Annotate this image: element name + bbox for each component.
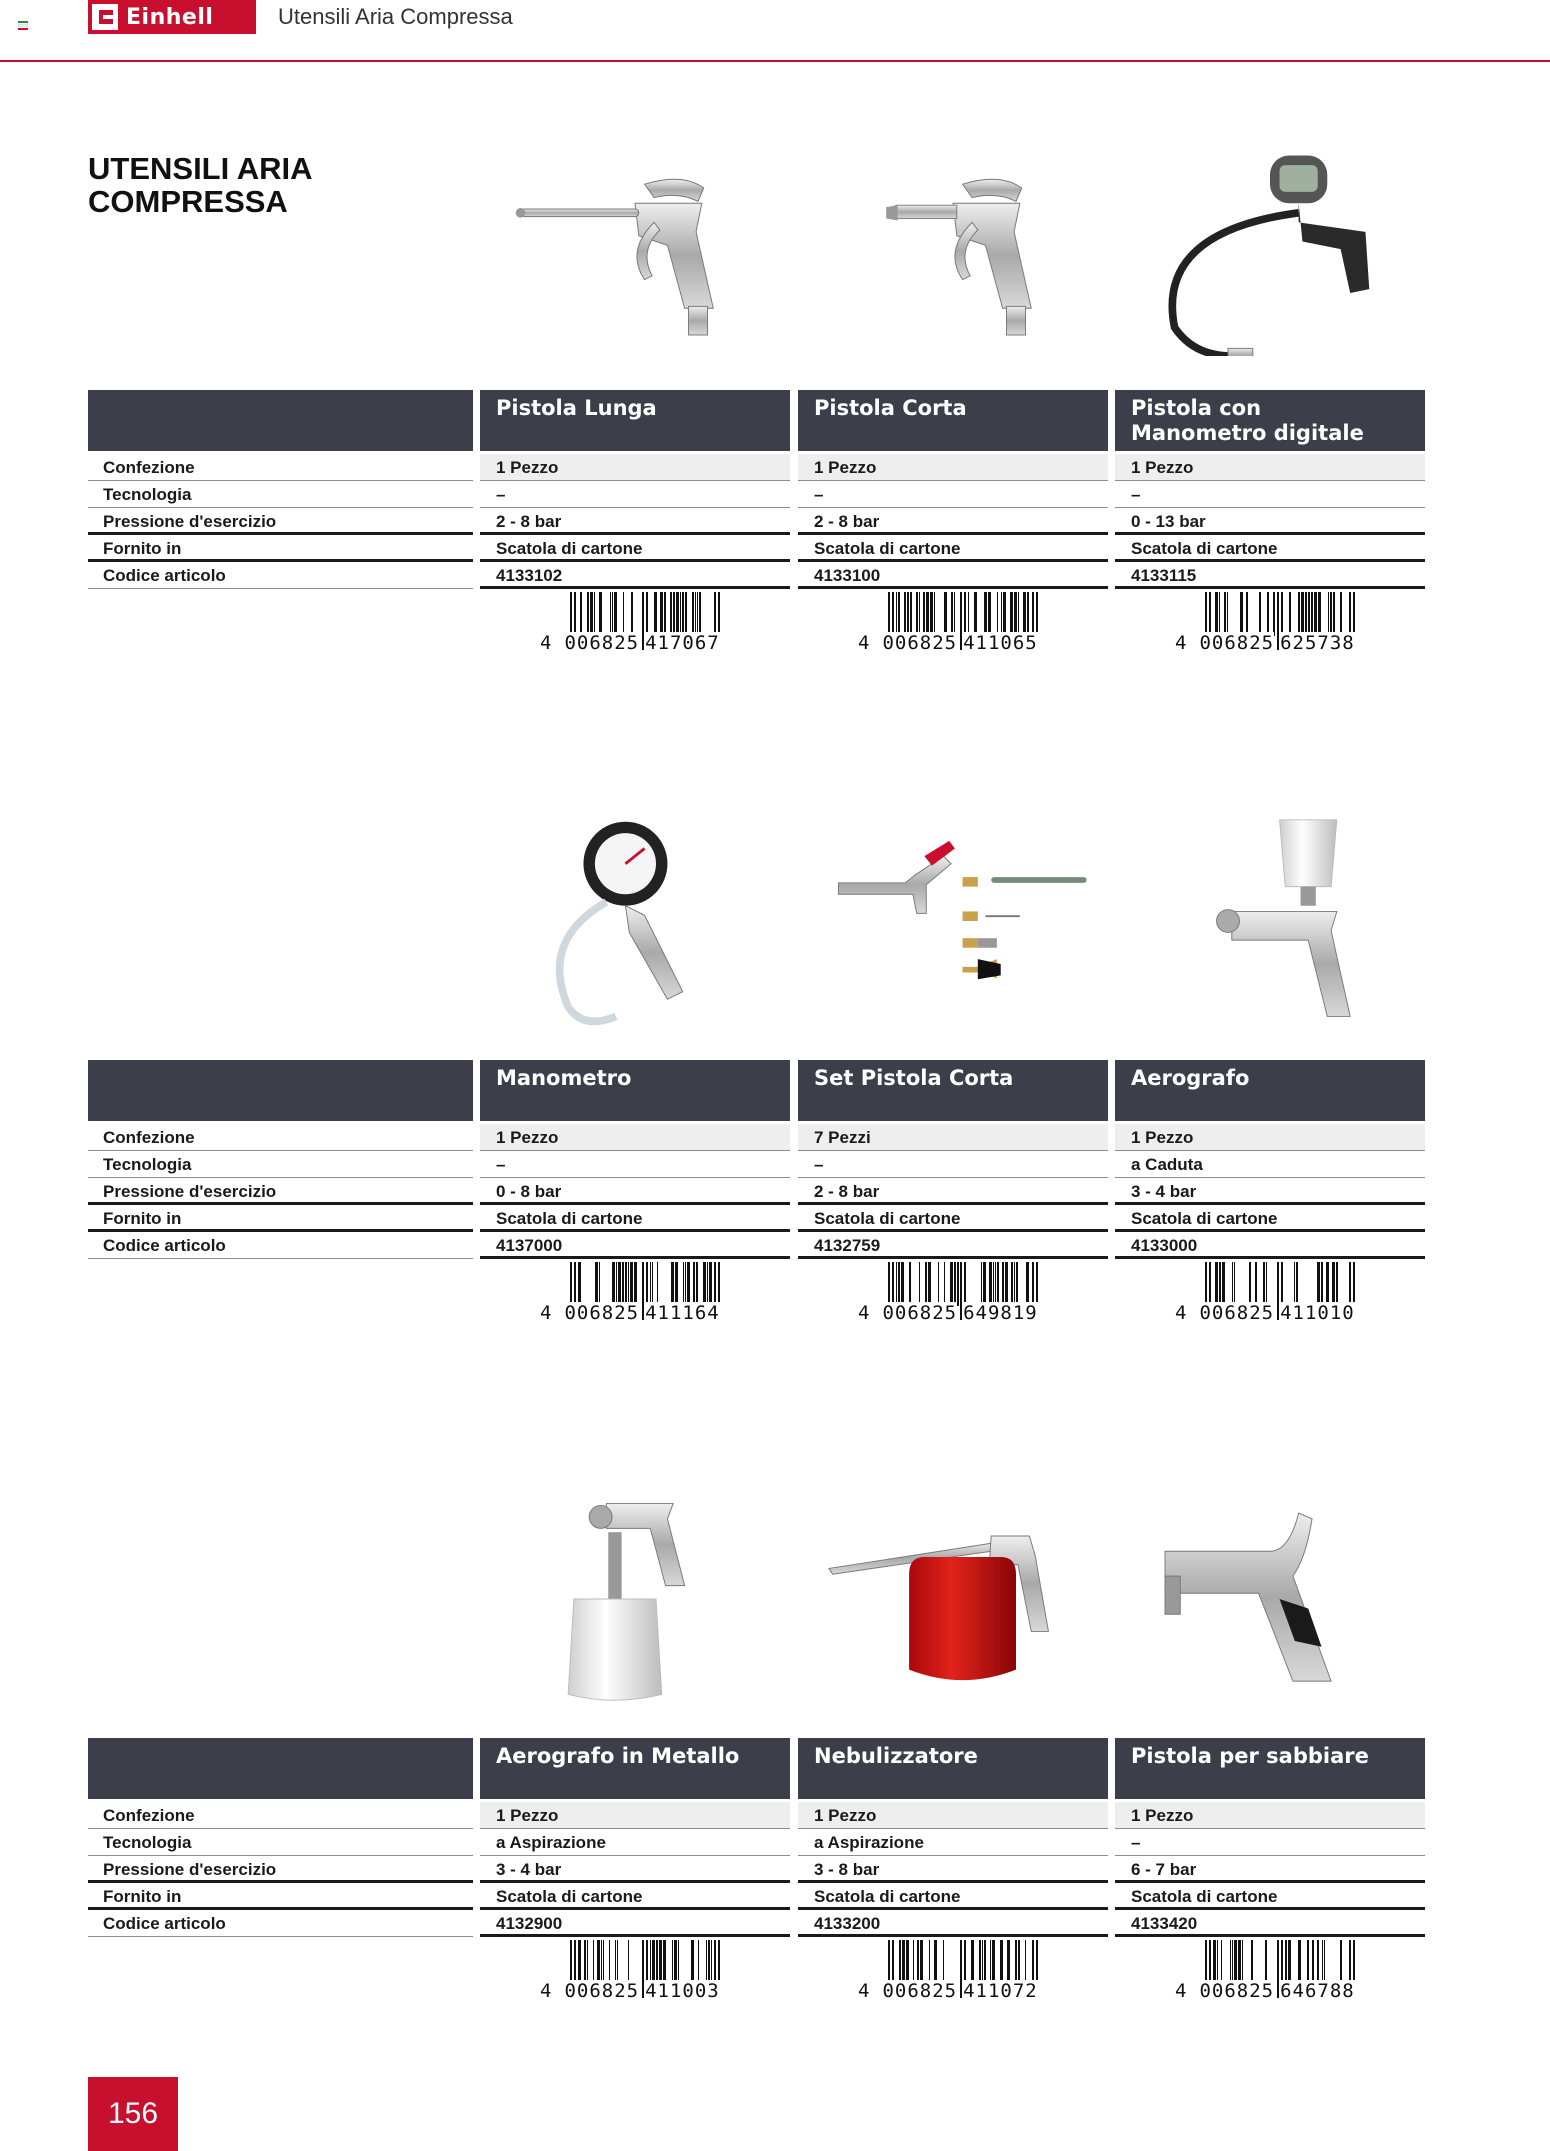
spec-value-fornito: Scatola di cartone — [480, 1883, 790, 1910]
spec-value-tecnologia: – — [798, 1151, 1108, 1178]
spec-value-confezione: 1 Pezzo — [1115, 1124, 1425, 1151]
product-header — [1115, 390, 1425, 451]
ean-first-digit: 4 — [1175, 1980, 1188, 2002]
product-image — [1120, 806, 1420, 1036]
spec-value-confezione: 1 Pezzo — [1115, 454, 1425, 481]
table-header-blank — [88, 1738, 473, 1799]
ean-barcode — [540, 1940, 720, 2006]
ean-barcode — [1175, 1262, 1355, 1328]
ean-first-digit: 4 — [858, 1980, 871, 2002]
row-label: Pressione d'esercizio — [88, 508, 473, 535]
ean-barcode — [540, 592, 720, 658]
spec-value-codice: 4133100 — [798, 562, 1108, 589]
product-header — [1115, 1738, 1425, 1799]
ean-right-group: 411003 — [645, 1980, 720, 2002]
spec-value-codice: 4133420 — [1115, 1910, 1425, 1937]
ean-first-digit: 4 — [1175, 632, 1188, 654]
spec-value-fornito: Scatola di cartone — [798, 1205, 1108, 1232]
spec-value-tecnologia: – — [480, 1151, 790, 1178]
spec-value-pressione: 2 - 8 bar — [798, 1178, 1108, 1205]
short-blow-gun-icon — [813, 146, 1093, 356]
spec-table — [88, 1060, 1426, 1324]
product-image — [1120, 1484, 1420, 1714]
spec-value-fornito: Scatola di cartone — [1115, 1883, 1425, 1910]
spec-value-pressione: 2 - 8 bar — [480, 508, 790, 535]
product-image — [803, 1484, 1103, 1714]
spec-value-tecnologia: a Caduta — [1115, 1151, 1425, 1178]
spec-value-codice: 4133200 — [798, 1910, 1108, 1937]
ean-barcode — [858, 1940, 1038, 2006]
spec-value-codice: 4132759 — [798, 1232, 1108, 1259]
flag-icon — [18, 21, 28, 31]
spec-value-pressione: 6 - 7 bar — [1115, 1856, 1425, 1883]
ean-right-group: 411164 — [645, 1302, 720, 1324]
product-image — [485, 1484, 785, 1714]
row-label: Tecnologia — [88, 1151, 473, 1178]
spec-value-confezione: 1 Pezzo — [480, 1802, 790, 1829]
spec-value-tecnologia: – — [1115, 481, 1425, 508]
ean-left-group: 006825 — [882, 1302, 958, 1324]
spec-value-pressione: 3 - 8 bar — [798, 1856, 1108, 1883]
page-header — [0, 0, 1550, 62]
ean-barcode — [1175, 1940, 1355, 2006]
ean-left-group: 006825 — [882, 632, 958, 654]
ean-right-group: 649819 — [963, 1302, 1038, 1324]
paraffin-spray-gun-icon — [813, 1494, 1093, 1704]
ean-first-digit: 4 — [540, 1980, 553, 2002]
suction-spray-gun-icon — [495, 1494, 775, 1704]
product-name: Aerografo in Metallo — [496, 1744, 740, 1768]
sandblast-gun-icon — [1130, 1494, 1410, 1704]
ean-right-group: 411010 — [1280, 1302, 1355, 1324]
spec-value-fornito: Scatola di cartone — [480, 1205, 790, 1232]
row-label: Fornito in — [88, 535, 473, 562]
ean-right-group: 411065 — [963, 632, 1038, 654]
spec-table — [88, 390, 1426, 654]
spec-value-fornito: Scatola di cartone — [1115, 535, 1425, 562]
analog-tire-gauge-icon — [495, 816, 775, 1026]
row-label: Codice articolo — [88, 1232, 473, 1259]
ean-barcode — [1175, 592, 1355, 658]
spec-value-codice: 4133115 — [1115, 562, 1425, 589]
spec-value-confezione: 1 Pezzo — [798, 1802, 1108, 1829]
product-name: Set Pistola Corta — [814, 1066, 1014, 1090]
ean-barcode — [540, 1262, 720, 1328]
product-name: Pistola Lunga — [496, 396, 657, 420]
product-header — [480, 390, 790, 451]
header-title: Utensili Aria Compressa — [278, 4, 513, 29]
product-header — [1115, 1060, 1425, 1121]
spec-value-codice: 4133000 — [1115, 1232, 1425, 1259]
brand-wordmark: Einhell — [126, 4, 214, 30]
ean-barcode — [858, 592, 1038, 658]
header-divider — [0, 60, 1550, 62]
product-name: Aerografo — [1131, 1066, 1250, 1090]
spec-value-pressione: 2 - 8 bar — [798, 508, 1108, 535]
ean-first-digit: 4 — [858, 1302, 871, 1324]
spec-value-fornito: Scatola di cartone — [480, 535, 790, 562]
page-title: UTENSILI ARIA COMPRESSA — [88, 151, 313, 219]
row-label: Pressione d'esercizio — [88, 1856, 473, 1883]
spec-value-tecnologia: – — [1115, 1829, 1425, 1856]
ean-right-group: 411072 — [963, 1980, 1038, 2002]
spec-value-tecnologia: a Aspirazione — [798, 1829, 1108, 1856]
spec-value-tecnologia: a Aspirazione — [480, 1829, 790, 1856]
product-image — [485, 806, 785, 1036]
row-label: Tecnologia — [88, 481, 473, 508]
spec-value-confezione: 1 Pezzo — [480, 454, 790, 481]
row-label: Tecnologia — [88, 1829, 473, 1856]
product-header — [798, 390, 1108, 451]
row-label: Confezione — [88, 1124, 473, 1151]
ean-first-digit: 4 — [858, 632, 871, 654]
product-image — [1120, 136, 1420, 366]
product-header — [480, 1738, 790, 1799]
spec-value-fornito: Scatola di cartone — [798, 1883, 1108, 1910]
ean-left-group: 006825 — [564, 1302, 640, 1324]
ean-barcode — [858, 1262, 1038, 1328]
ean-right-group: 625738 — [1280, 632, 1355, 654]
ean-left-group: 006825 — [1199, 632, 1275, 654]
spec-value-codice: 4137000 — [480, 1232, 790, 1259]
product-name: Pistola Corta — [814, 396, 967, 420]
table-header-blank — [88, 390, 473, 451]
row-label: Confezione — [88, 454, 473, 481]
ean-right-group: 417067 — [645, 632, 720, 654]
spec-table — [88, 1738, 1426, 2002]
row-label: Codice articolo — [88, 562, 473, 589]
table-header-blank — [88, 1060, 473, 1121]
long-blow-gun-icon — [495, 146, 775, 356]
product-image — [485, 136, 785, 366]
spec-value-confezione: 1 Pezzo — [480, 1124, 790, 1151]
digital-tire-gauge-icon — [1130, 146, 1410, 356]
spec-value-fornito: Scatola di cartone — [798, 535, 1108, 562]
ean-right-group: 646788 — [1280, 1980, 1355, 2002]
ean-first-digit: 4 — [540, 1302, 553, 1324]
ean-first-digit: 4 — [540, 632, 553, 654]
ean-left-group: 006825 — [1199, 1302, 1275, 1324]
product-header — [798, 1060, 1108, 1121]
ean-left-group: 006825 — [564, 632, 640, 654]
spec-value-confezione: 1 Pezzo — [798, 454, 1108, 481]
product-name: Pistola con Manometro digitale — [1131, 396, 1364, 445]
row-label: Fornito in — [88, 1883, 473, 1910]
product-name: Nebulizzatore — [814, 1744, 978, 1768]
row-label: Confezione — [88, 1802, 473, 1829]
product-name: Pistola per sabbiare — [1131, 1744, 1369, 1768]
product-image — [803, 136, 1103, 366]
product-header — [798, 1738, 1108, 1799]
product-header — [480, 1060, 790, 1121]
product-image — [803, 806, 1103, 1036]
row-label: Codice articolo — [88, 1910, 473, 1937]
spec-value-confezione: 7 Pezzi — [798, 1124, 1108, 1151]
einhell-logo — [88, 0, 256, 34]
spec-value-fornito: Scatola di cartone — [1115, 1205, 1425, 1232]
spec-value-tecnologia: – — [798, 481, 1108, 508]
spec-value-pressione: 3 - 4 bar — [480, 1856, 790, 1883]
row-label: Fornito in — [88, 1205, 473, 1232]
gravity-spray-gun-icon — [1130, 816, 1410, 1026]
ean-left-group: 006825 — [882, 1980, 958, 2002]
spec-value-pressione: 3 - 4 bar — [1115, 1178, 1425, 1205]
page-number: 156 — [88, 2077, 178, 2151]
spec-value-pressione: 0 - 8 bar — [480, 1178, 790, 1205]
ean-left-group: 006825 — [564, 1980, 640, 2002]
blow-gun-set-icon — [813, 816, 1093, 1026]
spec-value-confezione: 1 Pezzo — [1115, 1802, 1425, 1829]
ean-first-digit: 4 — [1175, 1302, 1188, 1324]
spec-value-codice: 4132900 — [480, 1910, 790, 1937]
einhell-e-icon — [92, 4, 118, 30]
spec-value-pressione: 0 - 13 bar — [1115, 508, 1425, 535]
spec-value-tecnologia: – — [480, 481, 790, 508]
spec-value-codice: 4133102 — [480, 562, 790, 589]
row-label: Pressione d'esercizio — [88, 1178, 473, 1205]
product-name: Manometro — [496, 1066, 632, 1090]
ean-left-group: 006825 — [1199, 1980, 1275, 2002]
